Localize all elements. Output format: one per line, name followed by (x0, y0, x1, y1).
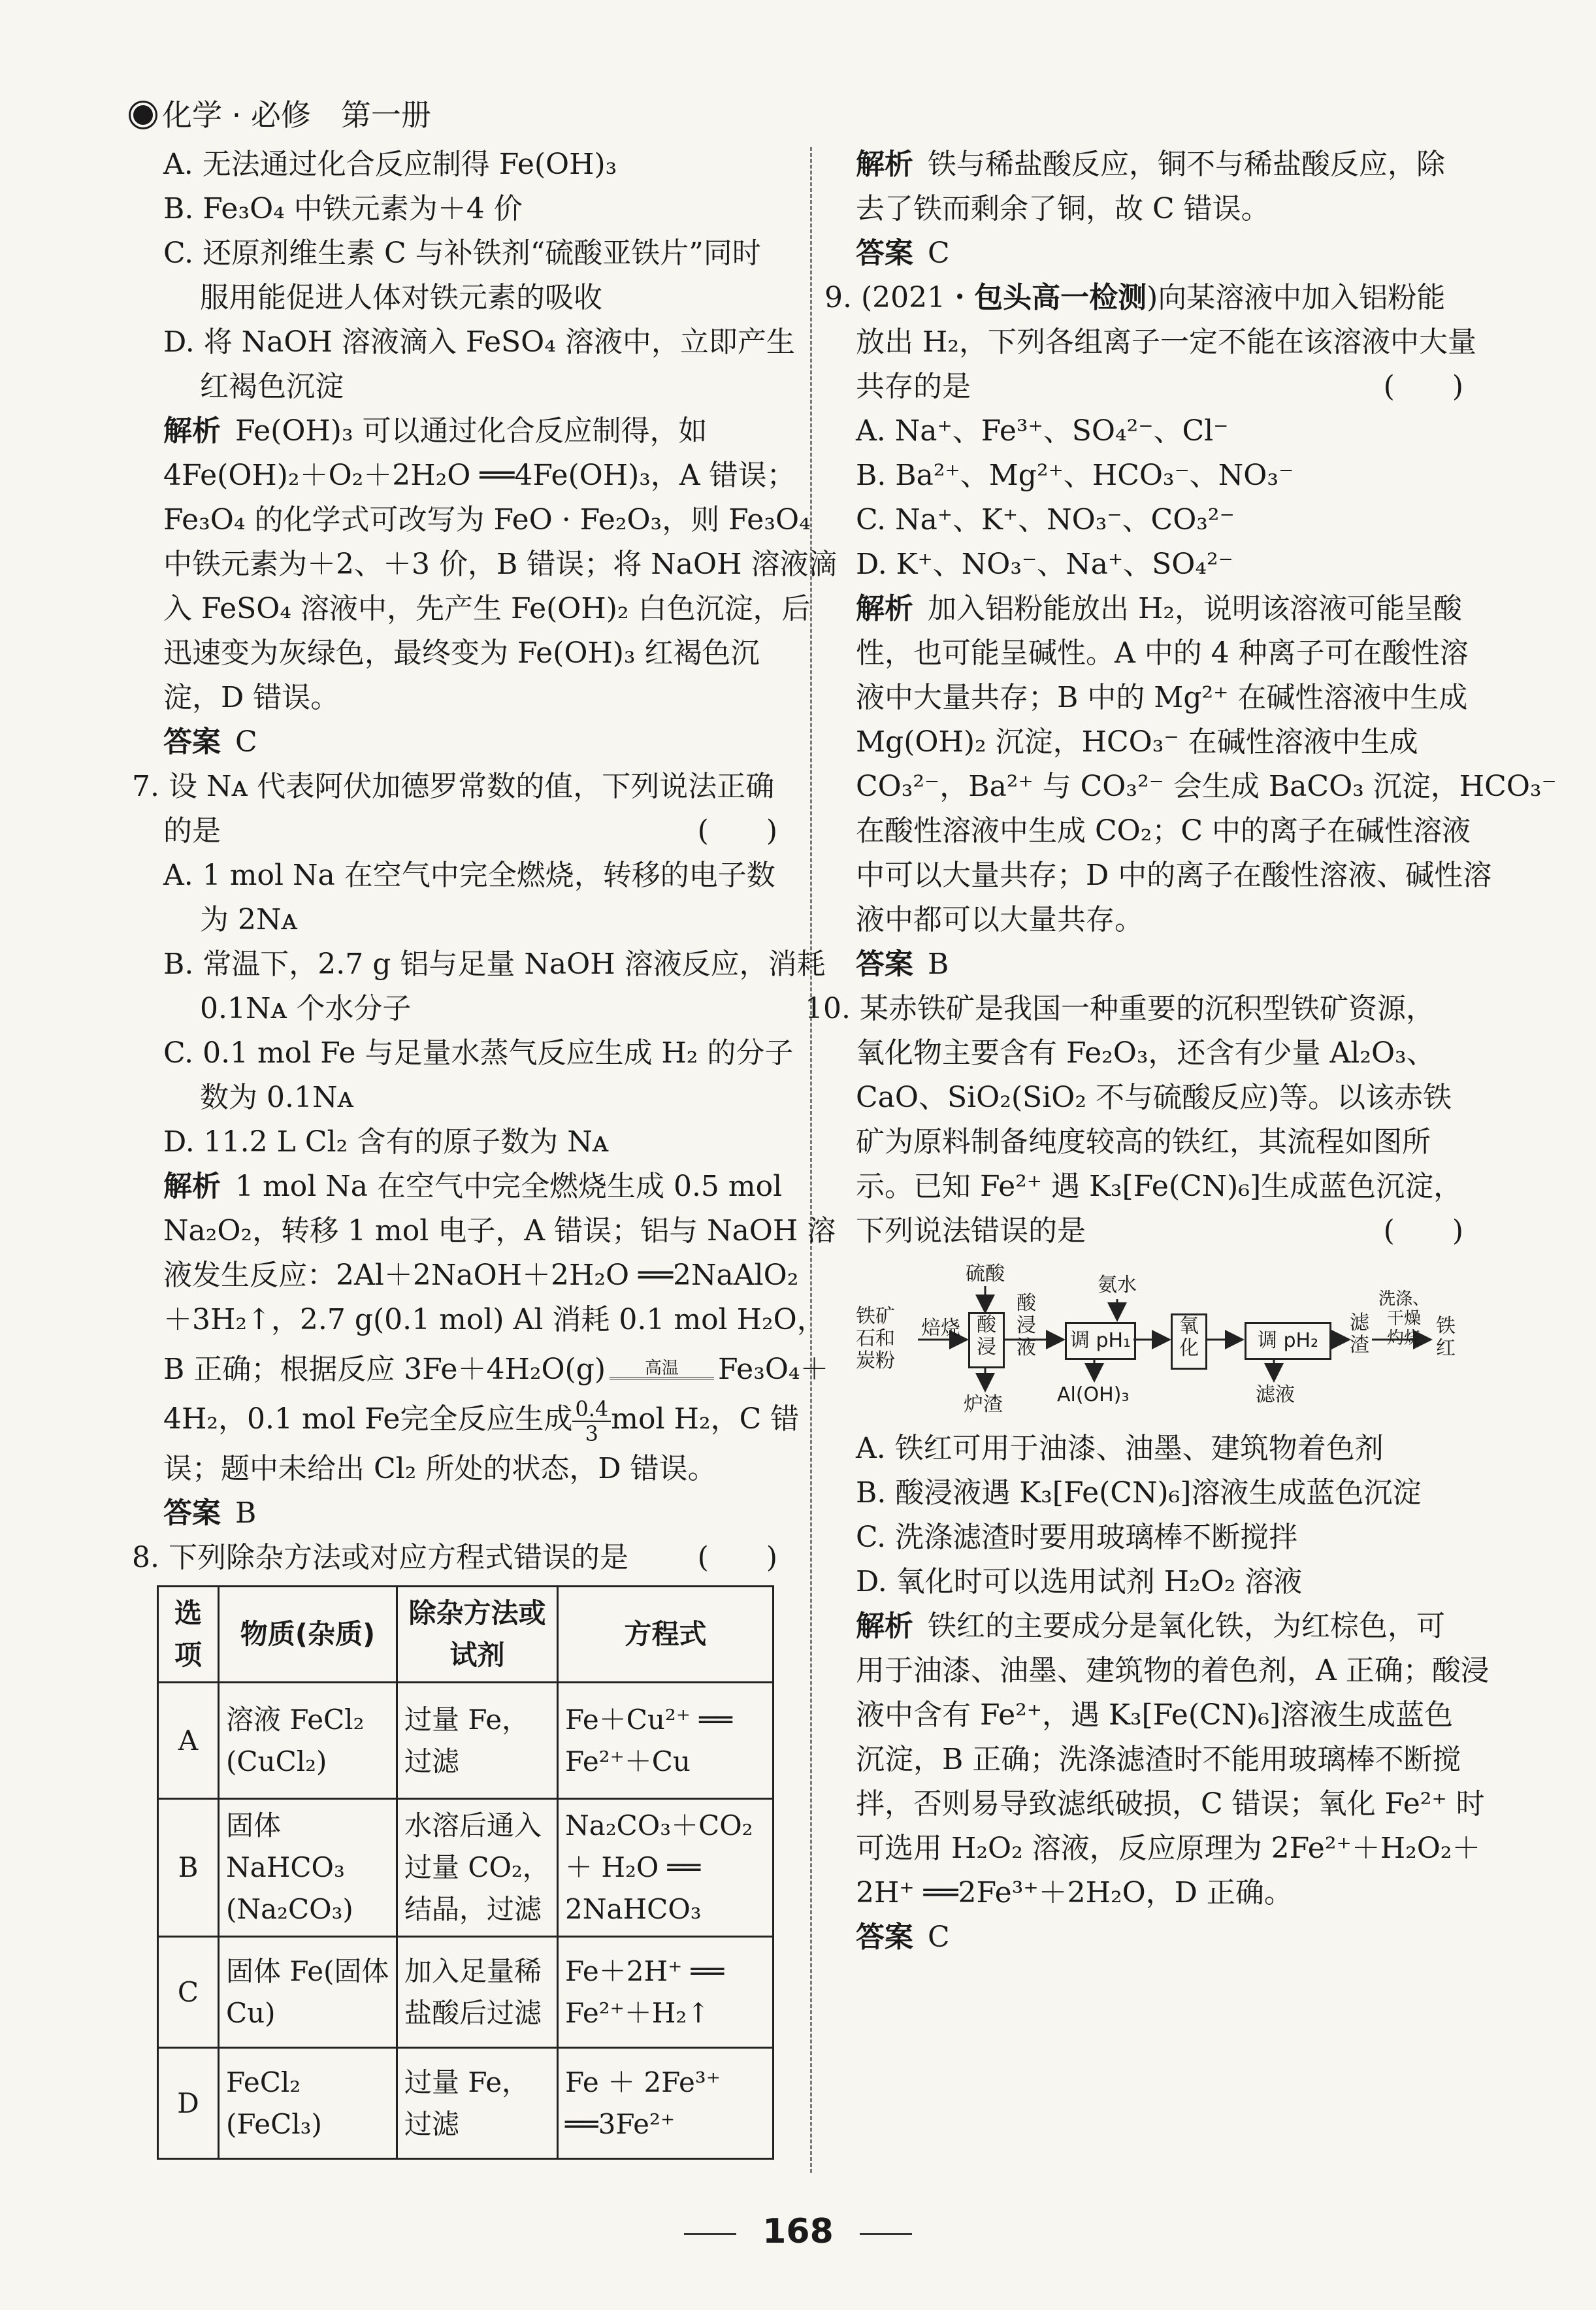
flow-oxidize-box: 氧 化 (1171, 1313, 1207, 1370)
table-row (158, 1799, 774, 1937)
table-cell: Fe ＋ 2Fe³⁺ ══3Fe²⁺ (558, 2048, 774, 2159)
flow-ph1-box: 调 pH₁ (1065, 1322, 1136, 1360)
table-cell: 固体 NaHCO₃ (Na₂CO₃) (219, 1799, 397, 1937)
page-number: 168 (762, 2212, 834, 2251)
table-cell: 固体 Fe(固体 Cu) (219, 1937, 397, 2048)
table-cell: B (158, 1799, 219, 1937)
q8-answer: 答案 C (856, 237, 950, 270)
table-header-row (158, 1587, 774, 1683)
q9-analysis-line: 液中大量共存；B 中的 Mg²⁺ 在碱性溶液中生成 (856, 681, 1468, 714)
flow-aloh: Al(OH)₃ (1057, 1383, 1130, 1406)
table-cell: 加入足量稀盐酸后过滤 (397, 1937, 558, 2048)
table-cell: FeCl₂ (FeCl₃) (219, 2048, 397, 2159)
q9-source: 包头高一检测 (974, 281, 1147, 314)
page-footer (0, 2212, 1596, 2251)
flow-leach-liquid: 酸 浸 液 (1017, 1292, 1036, 1359)
q10-analysis-line: 可选用 H₂O₂ 溶液，反应原理为 2Fe²⁺＋H₂O₂＋ (856, 1832, 1481, 1865)
table-cell: Fe＋2H⁺ ══ Fe²⁺＋H₂↑ (558, 1937, 774, 2048)
flow-raw: 铁矿 石和 炭粉 (856, 1305, 895, 1372)
q9-answer: 答案 B (856, 948, 949, 981)
table-cell: A (158, 1683, 219, 1799)
q8-table (157, 1585, 774, 2160)
right-column (805, 142, 1557, 1960)
bullet-icon (131, 103, 155, 127)
q9-analysis-line: 中可以大量共存；D 中的离子在酸性溶液、碱性溶 (856, 859, 1492, 892)
analysis-label: 解析 (163, 414, 221, 448)
q10-answer: 答案 C (856, 1921, 950, 1954)
q6-option: 红褐色沉淀 (200, 370, 344, 403)
q6-option: A. 无法通过化合反应制得 Fe(OH)₃ (163, 148, 617, 181)
q7-option: 数为 0.1Nᴀ (200, 1081, 354, 1114)
q7-analysis-line: Na₂O₂，转移 1 mol 电子，A 错误；铝与 NaOH 溶 (163, 1214, 836, 1247)
table-cell: 过量 Fe，过滤 (397, 1683, 558, 1799)
q7-option: A. 1 mol Na 在空气中完全燃烧，转移的电子数 (163, 859, 775, 892)
table-header: 除杂方法或试剂 (397, 1587, 558, 1683)
q10-stem-cont: 示。已知 Fe²⁺ 遇 K₃[Fe(CN)₆]生成蓝色沉淀， (856, 1170, 1463, 1203)
flow-filtrate: 滤液 (1256, 1383, 1295, 1406)
q6-analysis-line: 入 FeSO₄ 溶液中，先产生 Fe(OH)₂ 白色沉淀，后 (163, 592, 811, 625)
table-row (158, 1937, 774, 2048)
q6-option: C. 还原剂维生素 C 与补铁剂“硫酸亚铁片”同时 (163, 237, 761, 270)
q9-analysis-line: 在酸性溶液中生成 CO₂；C 中的离子在碱性溶液 (856, 814, 1471, 848)
table-cell: Fe＋Cu²⁺ ══ Fe²⁺＋Cu (558, 1683, 774, 1799)
q9-stem-cont: 放出 H₂，下列各组离子一定不能在该溶液中大量 (856, 325, 1476, 359)
q6-option: D. 将 NaOH 溶液滴入 FeSO₄ 溶液中，立即产生 (163, 325, 795, 359)
q10-analysis: 解析 铁红的主要成分是氧化铁，为红棕色，可 (856, 1609, 1445, 1643)
q10-analysis-line: 液中含有 Fe²⁺，遇 K₃[Fe(CN)₆]溶液生成蓝色 (856, 1698, 1454, 1732)
q6-analysis-line: Fe₃O₄ 的化学式可改写为 FeO · Fe₂O₃，则 Fe₃O₄ (163, 503, 811, 536)
q8-analysis-line: 去了铁而剩余了铜，故 C 错误。 (856, 192, 1270, 225)
q10-analysis-line: 2H⁺ ══2Fe³⁺＋2H₂O，D 正确。 (856, 1876, 1293, 1909)
q7-analysis-line: 误；题中未给出 Cl₂ 所处的状态，D 错误。 (163, 1452, 717, 1485)
flow-leach-box: 酸 浸 (968, 1312, 1005, 1368)
q8-analysis: 解析 铁与稀盐酸反应，铜不与稀盐酸反应，除 (856, 148, 1445, 181)
table-row (158, 2048, 774, 2159)
flow-acid: 硫酸 (966, 1262, 1005, 1285)
flow-ph2-box: 调 pH₂ (1245, 1322, 1331, 1360)
q10-option: C. 洗涤滤渣时要用玻璃棒不断搅拌 (856, 1521, 1298, 1554)
q10-option: A. 铁红可用于油漆、油墨、建筑物着色剂 (856, 1432, 1384, 1465)
q9-option: C. Na⁺、K⁺、NO₃⁻、CO₃²⁻ (856, 503, 1235, 536)
q10-analysis-line: 用于油漆、油墨、建筑物的着色剂，A 正确；酸浸 (856, 1654, 1490, 1687)
q7-option: 为 2Nᴀ (200, 903, 298, 936)
q10-option: D. 氧化时可以选用试剂 H₂O₂ 溶液 (856, 1565, 1303, 1598)
q6-analysis-line: 淀，D 错误。 (163, 681, 340, 714)
q7-option: B. 常温下，2.7 g 铝与足量 NaOH 溶液反应，消耗 (163, 948, 826, 981)
flow-roast: 焙烧 (921, 1317, 960, 1340)
q7-analysis-line: 液发生反应：2Al＋2NaOH＋2H₂O ══2NaAlO₂ (163, 1259, 799, 1292)
q7-analysis-line: ＋3H₂↑，2.7 g(0.1 mol) Al 消耗 0.1 mol H₂O， (163, 1303, 826, 1336)
table-cell: D (158, 2048, 219, 2159)
q7-option: 0.1Nᴀ 个水分子 (200, 992, 412, 1025)
q10-stem-cont: 下列说法错误的是 ( ) (856, 1209, 1463, 1253)
table-header: 物质(杂质) (219, 1587, 397, 1683)
q10-stem-cont: 矿为原料制备纯度较高的铁红，其流程如图所 (856, 1125, 1431, 1159)
q9-analysis-line: Mg(OH)₂ 沉淀，HCO₃⁻ 在碱性溶液中生成 (856, 725, 1418, 759)
flow-slag: 炉渣 (964, 1393, 1003, 1416)
fraction: $\frac{0.4}{3}$ (572, 1397, 611, 1445)
table-header: 选项 (158, 1587, 219, 1683)
answer-paren: ( ) (1383, 370, 1463, 403)
table-cell: 溶液 FeCl₂ (CuCl₂) (219, 1683, 397, 1799)
process-flow-diagram (856, 1260, 1463, 1420)
q9-option: A. Na⁺、Fe³⁺、SO₄²⁻、Cl⁻ (856, 414, 1229, 448)
q6-answer: 答案 C (163, 725, 257, 759)
q7-analysis: 解析 1 mol Na 在空气中完全燃烧生成 0.5 mol (163, 1170, 783, 1203)
header-title: 化学 · 必修 第一册 (162, 97, 431, 133)
q9-stem: 9. (2021・包头高一检测)向某溶液中加入铝粉能 (824, 281, 1446, 314)
q9-analysis: 解析 加入铝粉能放出 H₂，说明该溶液可能呈酸 (856, 592, 1462, 625)
q9-analysis-line: 液中都可以大量共存。 (856, 903, 1143, 936)
q6-analysis-line: 4Fe(OH)₂＋O₂＋2H₂O ══4Fe(OH)₃，A 错误； (163, 459, 796, 492)
flow-residue: 滤 渣 (1350, 1312, 1369, 1357)
table-header: 方程式 (558, 1587, 774, 1683)
q6-analysis-line: 中铁元素为＋2、＋3 价，B 错误；将 NaOH 溶液滴 (163, 548, 838, 581)
left-column (132, 142, 838, 2160)
flow-product: 铁 红 (1436, 1315, 1456, 1360)
table-cell: 水溶后通入过量 CO₂，结晶，过滤 (397, 1799, 558, 1937)
flow-arrows (856, 1260, 1463, 1420)
q6-option: 服用能促进人体对铁元素的吸收 (200, 281, 602, 314)
table-row (158, 1683, 774, 1799)
q9-stem-cont: 共存的是 ( ) (856, 365, 1463, 409)
q7-option: C. 0.1 mol Fe 与足量水蒸气反应生成 H₂ 的分子 (163, 1036, 794, 1070)
column-divider (810, 147, 812, 2173)
q6-option: B. Fe₃O₄ 中铁元素为＋4 价 (163, 192, 523, 225)
q10-stem-cont: 氧化物主要含有 Fe₂O₃，还含有少量 Al₂O₃、 (856, 1036, 1435, 1070)
flow-wash: 洗涤、 干燥 灼烧 (1378, 1289, 1430, 1348)
q10-stem: 10. 某赤铁矿是我国一种重要的沉积型铁矿资源， (805, 992, 1435, 1025)
q7-analysis-line: 4H₂，0.1 mol Fe完全反应生成 $\frac{0.4}{3}$ mol H₂，C 错 (163, 1396, 800, 1446)
table-cell: Na₂CO₃＋CO₂ ＋ H₂O ══ 2NaHCO₃ (558, 1799, 774, 1937)
q7-option: D. 11.2 L Cl₂ 含有的原子数为 Nᴀ (163, 1125, 609, 1159)
q7-answer: 答案 B (163, 1496, 257, 1530)
q7-stem-cont: 的是 ( ) (163, 809, 777, 853)
flow-ammonia: 氨水 (1098, 1274, 1137, 1296)
q10-option: B. 酸浸液遇 K₃[Fe(CN)₆]溶液生成蓝色沉淀 (856, 1476, 1422, 1510)
q9-option: D. K⁺、NO₃⁻、Na⁺、SO₄²⁻ (856, 548, 1233, 581)
q7-analysis-line: B 正确；根据反应 3Fe＋4H₂O(g) 高温 Fe₃O₄＋ (163, 1353, 829, 1386)
table-cell: C (158, 1937, 219, 2048)
answer-paren: ( ) (697, 1541, 777, 1574)
q7-stem: 7. 设 Nᴀ 代表阿伏加德罗常数的值，下列说法正确 (132, 770, 775, 803)
header (131, 91, 431, 135)
q6-analysis: 解析 Fe(OH)₃ 可以通过化合反应制得，如 (163, 414, 708, 448)
q10-analysis-line: 拌，否则易导致滤纸破损，C 错误；氧化 Fe²⁺ 时 (856, 1787, 1485, 1821)
q9-analysis-line: CO₃²⁻，Ba²⁺ 与 CO₃²⁻ 会生成 BaCO₃ 沉淀，HCO₃⁻ (856, 770, 1557, 803)
q8-stem: 8. 下列除杂方法或对应方程式错误的是 ( ) (132, 1536, 777, 1580)
q9-option: B. Ba²⁺、Mg²⁺、HCO₃⁻、NO₃⁻ (856, 459, 1294, 492)
answer-label: 答案 (163, 725, 221, 759)
answer-paren: ( ) (697, 814, 777, 848)
q9-analysis-line: 性，也可能呈碱性。A 中的 4 种离子可在酸性溶 (856, 636, 1469, 670)
q10-analysis-line: 沉淀，B 正确；洗涤滤渣时不能用玻璃棒不断搅 (856, 1743, 1461, 1776)
q6-analysis-line: 迅速变为灰绿色，最终变为 Fe(OH)₃ 红褐色沉 (163, 636, 760, 670)
q10-stem-cont: CaO、SiO₂(SiO₂ 不与硫酸反应)等。以该赤铁 (856, 1081, 1452, 1114)
answer-paren: ( ) (1383, 1214, 1463, 1247)
table-cell: 过量 Fe，过滤 (397, 2048, 558, 2159)
reaction-arrow: 高温 (610, 1359, 714, 1383)
